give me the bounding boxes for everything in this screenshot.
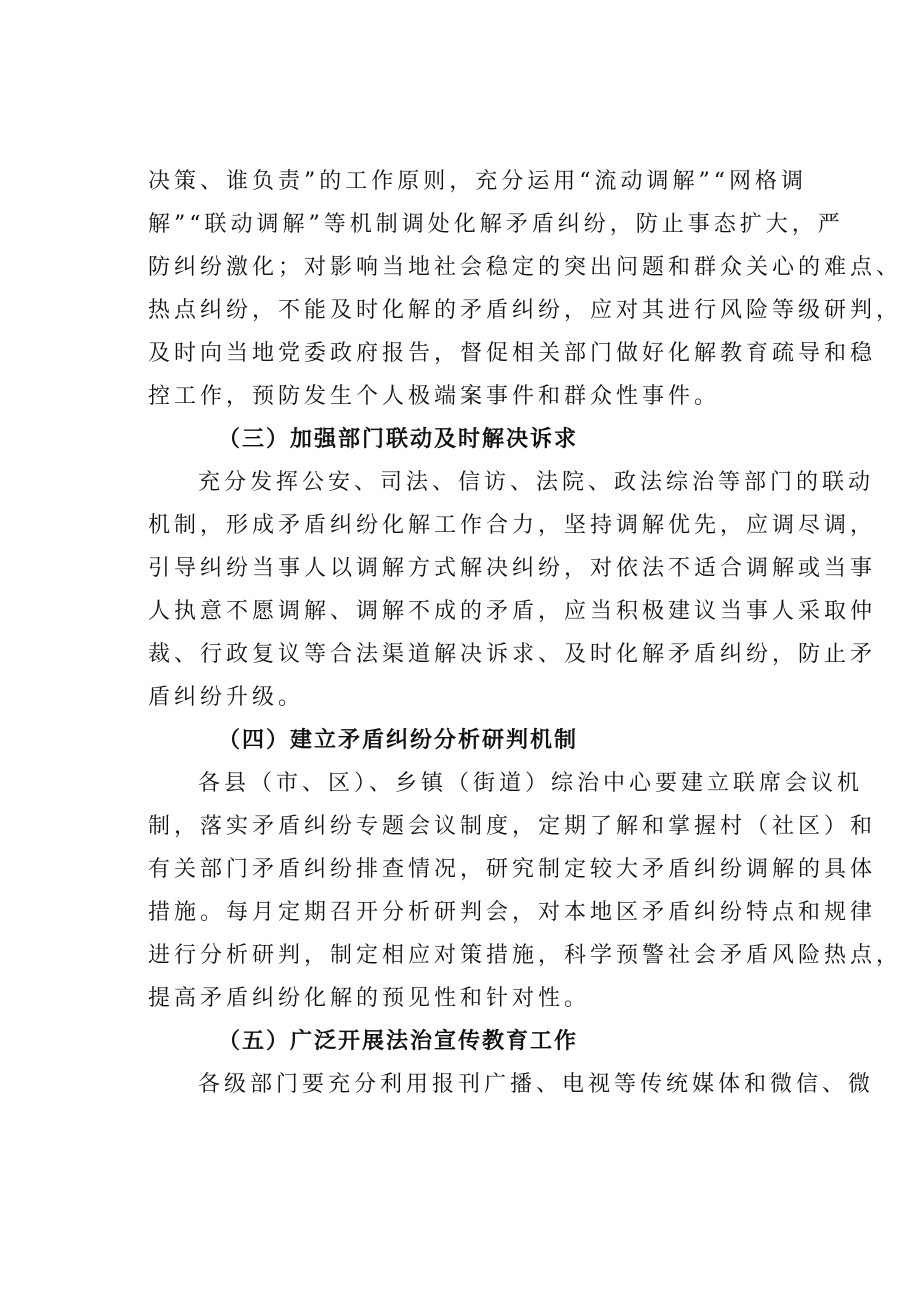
paragraph-line: 制，落实矛盾纠纷专题会议制度，定期了解和掌握村（社区）和 — [148, 814, 877, 839]
paragraph-line: 防纠纷激化；对影响当地社会稳定的突出问题和群众关心的难点、 — [148, 255, 903, 280]
paragraph-line: 及时向当地党委政府报告，督促相关部门做好化解教育疏导和稳 — [148, 341, 877, 366]
paragraph-line: 提高矛盾纠纷化解的预见性和针对性。 — [148, 986, 591, 1011]
paragraph-line: 裁、行政复议等合法渠道解决诉求、及时化解矛盾纠纷，防止矛 — [148, 642, 877, 667]
paragraph-line: 有关部门矛盾纠纷排查情况，研究制定较大矛盾纠纷调解的具体 — [148, 857, 877, 882]
paragraph-line: 充分发挥公安、司法、信访、法院、政法综治等部门的联动 — [198, 470, 875, 495]
section-heading-3: （三）加强部门联动及时解决诉求 — [218, 427, 579, 452]
paragraph-line: 各县（市、区）、乡镇（街道）综治中心要建立联席会议机 — [198, 771, 864, 796]
paragraph-line: 热点纠纷，不能及时化解的矛盾纠纷，应对其进行风险等级研判， — [148, 298, 903, 323]
paragraph-line: 解”“联动调解”等机制调处化解矛盾纠纷，防止事态扩大，严 — [148, 212, 844, 237]
paragraph-line: 盾纠纷升级。 — [148, 685, 305, 710]
paragraph-line: 各级部门要充分利用报刊广播、电视等传统媒体和微信、微 — [198, 1072, 875, 1097]
paragraph-line: 措施。每月定期召开分析研判会，对本地区矛盾纠纷特点和规律 — [148, 900, 877, 925]
paragraph-line: 决策、谁负责”的工作原则，充分运用“流动调解”“网格调 — [148, 169, 807, 194]
section-heading-5: （五）广泛开展法治宣传教育工作 — [218, 1029, 579, 1054]
paragraph-line: 人执意不愿调解、调解不成的矛盾，应当积极建议当事人采取仲 — [148, 599, 877, 624]
section-heading-4: （四）建立矛盾纠纷分析研判机制 — [218, 728, 579, 753]
paragraph-line: 引导纠纷当事人以调解方式解决纠纷，对依法不适合调解或当事 — [148, 556, 877, 581]
paragraph-line: 机制，形成矛盾纠纷化解工作合力，坚持调解优先，应调尽调， — [148, 513, 877, 538]
paragraph-line: 控工作，预防发生个人极端案事件和群众性事件。 — [148, 384, 721, 409]
paragraph-line: 进行分析研判，制定相应对策措施，科学预警社会矛盾风险热点， — [148, 943, 903, 968]
